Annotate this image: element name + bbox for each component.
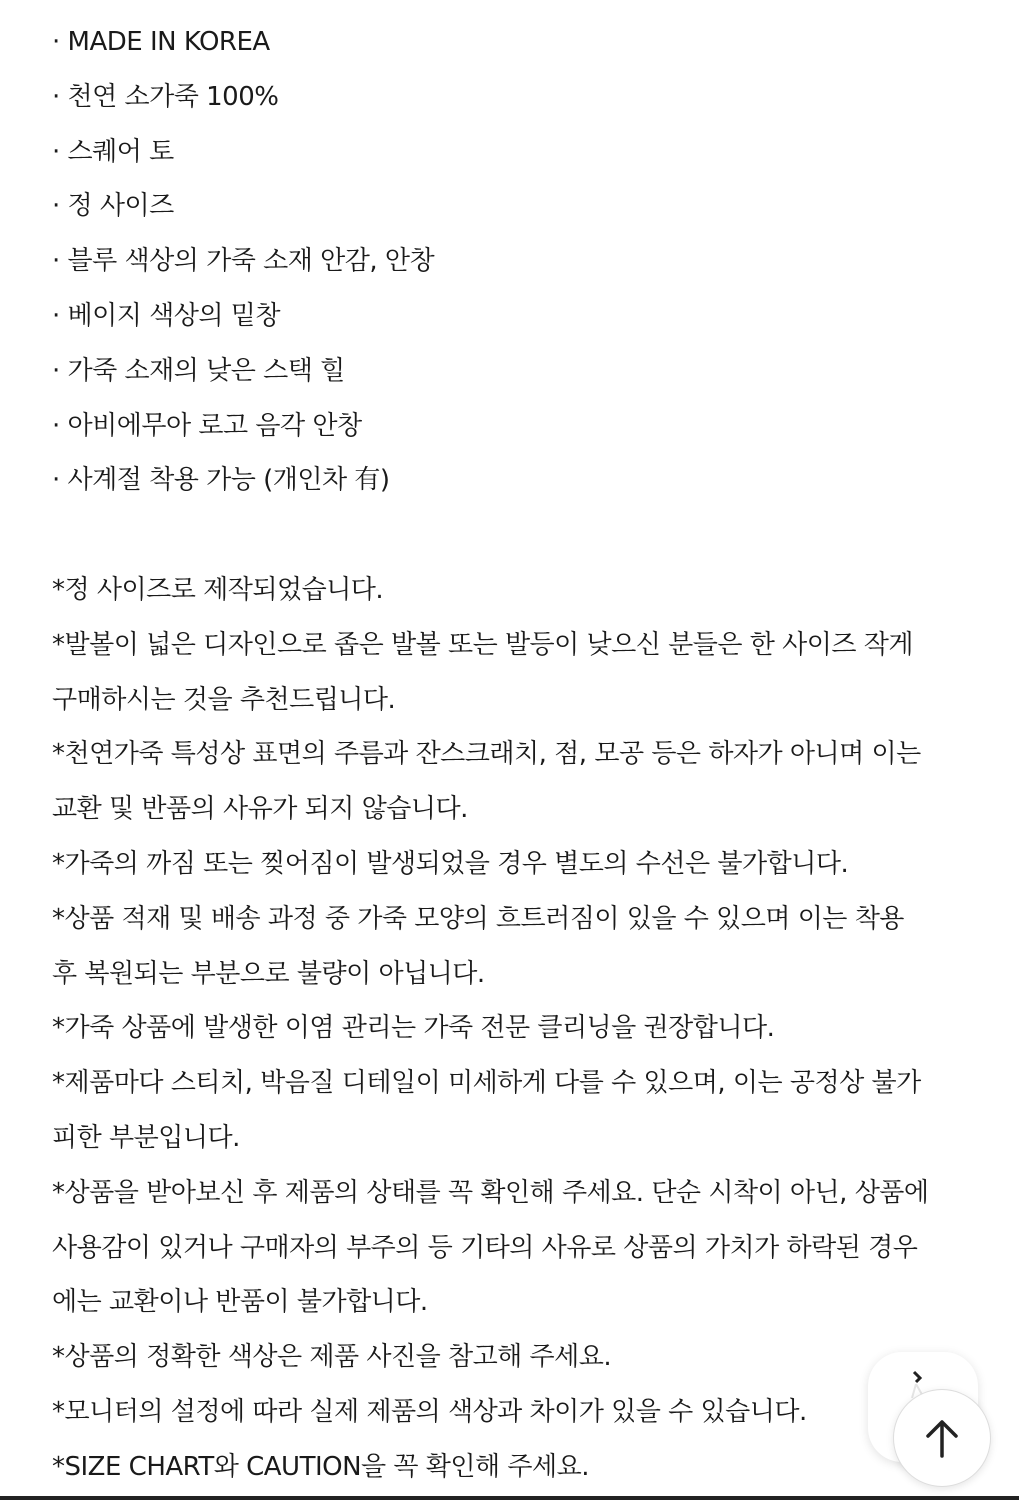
feature-list <box>52 15 982 508</box>
note-line: *발볼이 넓은 디자인으로 좁은 발볼 또는 발등이 낮으신 분들은 한 사이즈 작게 <box>52 629 914 660</box>
note-line: *제품마다 스티치, 박음질 디테일이 미세하게 다를 수 있으며, 이는 공정상 불가 <box>52 1068 921 1099</box>
note-line: *천연가죽 특성상 표면의 주름과 잔스크래치, 점, 모공 등은 하자가 아니며 이는 <box>52 739 921 770</box>
note-line: *상품의 정확한 색상은 제품 사진을 참고해 주세요. <box>52 1342 612 1373</box>
spacer <box>52 508 982 563</box>
note-line: 사용감이 있거나 구매자의 부주의 등 기타의 사유로 상품의 가치가 하락된 경우 <box>52 1232 918 1263</box>
note-line: *SIZE CHART와 CAUTION을 꼭 확인해 주세요. <box>52 1451 590 1482</box>
scroll-to-top-button[interactable] <box>893 1389 991 1487</box>
feature-item: · 블루 색상의 가죽 소재 안감, 안창 <box>52 246 435 277</box>
note-line: *가죽 상품에 발생한 이염 관리는 가죽 전문 클리닝을 권장합니다. <box>52 1013 775 1044</box>
feature-item: · 아비에무아 로고 음각 안창 <box>52 410 362 441</box>
feature-item: · 사계절 착용 가능 (개인차 有) <box>52 465 390 496</box>
bottom-edge <box>0 1496 1019 1500</box>
note-line: 에는 교환이나 반품이 불가합니다. <box>52 1287 428 1318</box>
note-line: *가죽의 까짐 또는 찢어짐이 발생되었을 경우 별도의 수선은 불가합니다. <box>52 848 849 879</box>
feature-item: · 천연 소가죽 100% <box>52 81 279 112</box>
note-line: 후 복원되는 부분으로 불량이 아닙니다. <box>52 958 485 989</box>
feature-item: · MADE IN KOREA <box>52 27 270 57</box>
note-line: *정 사이즈로 제작되었습니다. <box>52 574 384 605</box>
note-line: *상품 적재 및 배송 과정 중 가죽 모양의 흐트러짐이 있을 수 있으며 이는 착용 <box>52 903 904 934</box>
product-description <box>52 15 982 1495</box>
feature-item: · 베이지 색상의 밑창 <box>52 300 280 331</box>
note-line: 피한 부분입니다. <box>52 1122 240 1153</box>
feature-item: · 가죽 소재의 낮은 스택 힐 <box>52 355 345 386</box>
note-line: *모니터의 설정에 따라 실제 제품의 색상과 차이가 있을 수 있습니다. <box>52 1396 807 1427</box>
arrow-up-icon <box>922 1416 962 1460</box>
note-line: *상품을 받아보신 후 제품의 상태를 꼭 확인해 주세요. 단순 시착이 아닌, 상품에 <box>52 1177 929 1208</box>
feature-item: · 스퀘어 토 <box>52 136 174 167</box>
note-line: 교환 및 반품의 사유가 되지 않습니다. <box>52 794 468 825</box>
notes-list <box>52 563 982 1495</box>
note-line: 구매하시는 것을 추천드립니다. <box>52 684 396 715</box>
feature-item: · 정 사이즈 <box>52 191 174 222</box>
